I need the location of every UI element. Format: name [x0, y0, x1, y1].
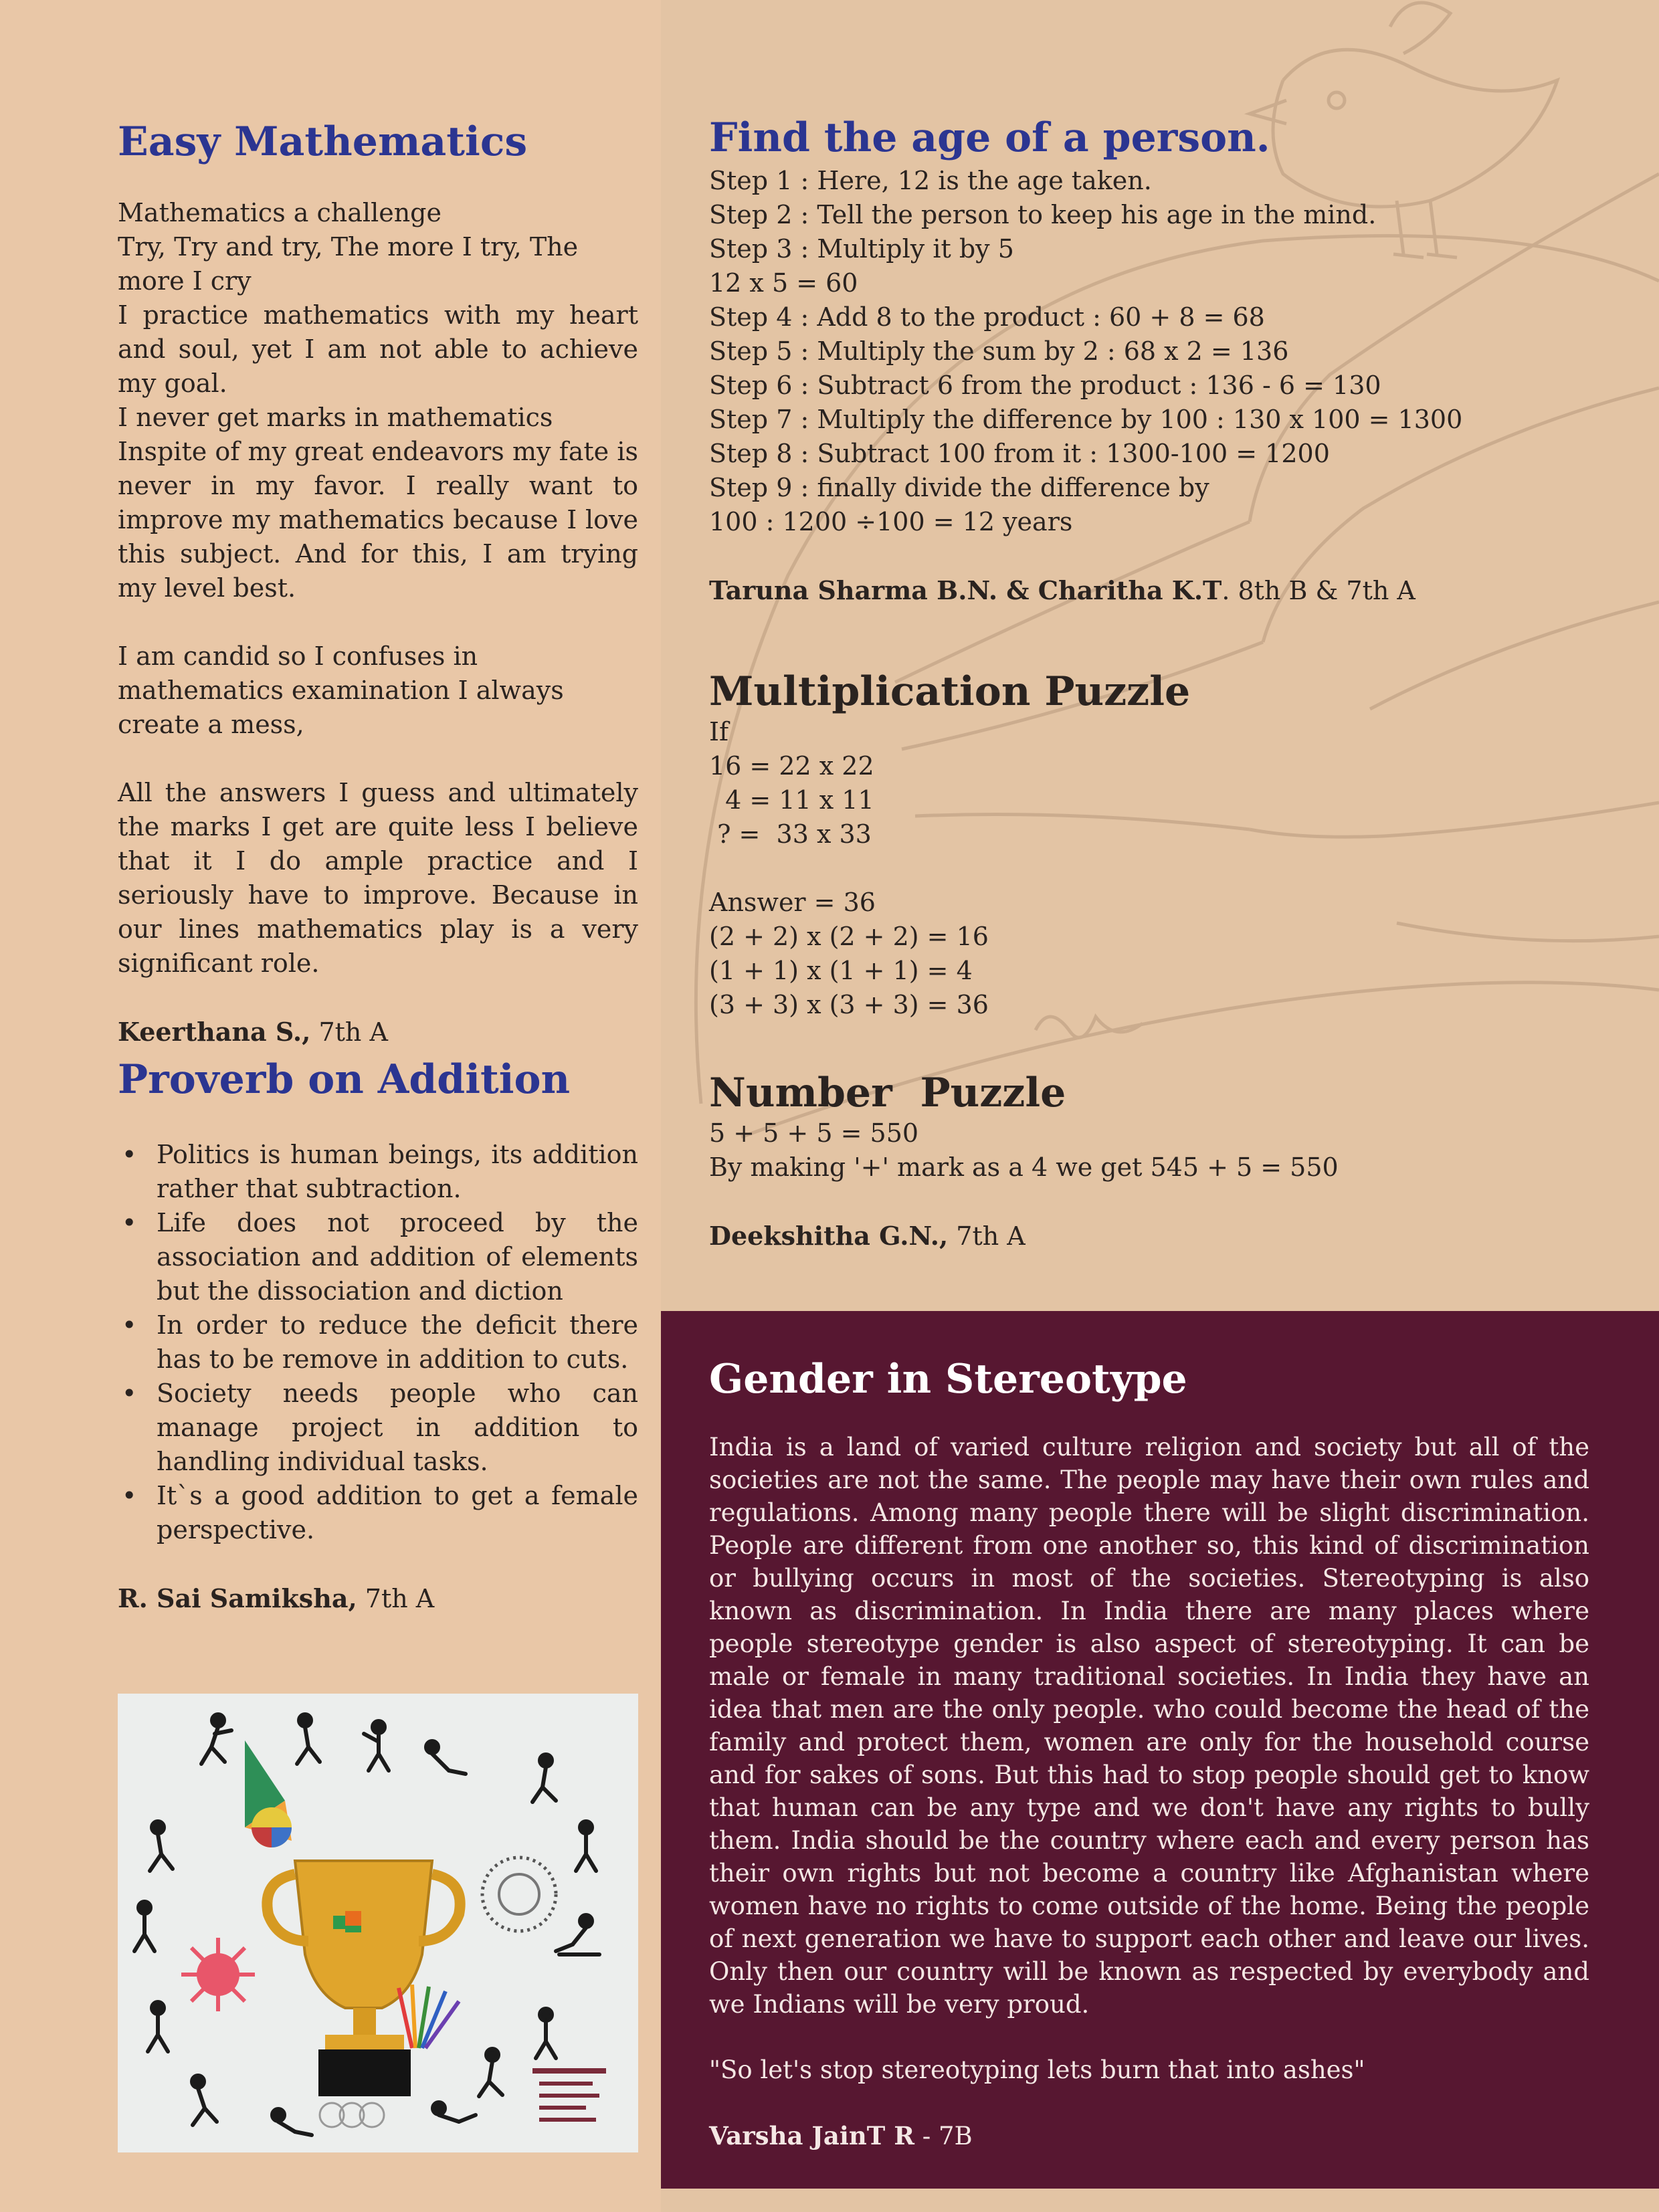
puzzle-line: If	[709, 717, 729, 746]
find-age-section	[709, 115, 1632, 608]
puzzle-line: ? = 33 x 33	[709, 819, 872, 849]
puzzle-line: 16 = 22 x 22	[709, 751, 874, 781]
step-line: Step 1 : Here, 12 is the age taken.	[709, 166, 1152, 195]
step-line: Step 6 : Subtract 6 from the product : 136 - 6 = 130	[709, 371, 1381, 400]
gender-stereotype-body: India is a land of varied culture religion and society but all of the societies are not the same. The people may have their own rules and regulations. Among many people there will be slight discrimination. People are different from one another so, this kind of discrimination or bullying occurs in most of the societies. Stereotyping is also known as discrimination. In India there are many places where people stereotype gender is also aspect of stereotyping. It can be male or female in many traditional societies. In India they have an idea that men are the only people. who could become the head of the family and protect them, women are only for the household course and for sakes of sons. But this had to stop people should get to know that human can be any type and we don't have any rights to bully them. India should be the country where each and every person has their own rights but not become a country like Afghanistan where women have no rights to come outside of the home. Being the people of next generation we have to support each other and leave our lives. Only then our country will be known as respected by everybody and we Indians will be very proud.	[709, 1433, 1589, 2019]
step-line: Step 7 : Multiply the difference by 100 : 130 x 100 = 1300	[709, 405, 1463, 434]
author-credit: Varsha JainT R - 7B	[709, 2121, 973, 2150]
answer-line: (3 + 3) x (3 + 3) = 36	[709, 990, 989, 1019]
step-line: Step 8 : Subtract 100 from it : 1300-100 = 1200	[709, 439, 1330, 468]
find-age-title: Find the age of a person.	[709, 114, 1270, 161]
puzzle-line: 4 = 11 x 11	[709, 785, 874, 815]
step-line: Step 4 : Add 8 to the product : 60 + 8 = 68	[709, 302, 1265, 332]
gender-stereotype-box	[661, 1311, 1659, 2189]
easy-mathematics-title: Easy Mathematics	[118, 118, 528, 165]
author-credit: Deekshitha G.N., 7th A	[709, 1221, 1026, 1251]
step-line: Step 2 : Tell the person to keep his age in the mind.	[709, 200, 1377, 229]
list-item: • Politics is human beings, its addition rather that subtraction.	[118, 1138, 638, 1206]
author-credit: R. Sai Samiksha, 7th A	[118, 1583, 435, 1613]
multiplication-puzzle-section	[709, 669, 1632, 1022]
proverb-list	[118, 1138, 638, 1547]
multiplication-puzzle-title: Multiplication Puzzle	[709, 668, 1191, 715]
poem-line: Try, Try and try, The more I try, The more I cry	[118, 232, 579, 296]
student-drawing-image	[118, 1694, 638, 2152]
step-line: Step 5 : Multiply the sum by 2 : 68 x 2 = 136	[709, 336, 1289, 366]
number-puzzle-section	[709, 1070, 1632, 1253]
poem-line: Mathematics a challenge	[118, 198, 442, 227]
poem-paragraph: All the answers I guess and ultimately the marks I get are quite less I believe that it I do ample practice and I seriously have to improve. Because in our lines mathematics play is a very significant role.	[118, 778, 638, 978]
answer-line: (2 + 2) x (2 + 2) = 16	[709, 922, 989, 951]
list-item: • It`s a good addition to get a female perspective.	[118, 1479, 638, 1547]
poem-line: I practice mathematics with my heart and soul, yet I am not able to achieve my goal.	[118, 300, 638, 398]
left-column	[0, 0, 661, 2212]
poem-line: Inspite of my great endeavors my fate is never in my favor. I really want to improve my mathematics because I love this subject. And for this, I am trying my level best.	[118, 437, 638, 603]
step-line: Step 3 : Multiply it by 5	[709, 234, 1014, 264]
author-credit: Keerthana S., 7th A	[118, 1017, 388, 1047]
proverb-title: Proverb on Addition	[118, 1056, 571, 1103]
easy-mathematics-section	[118, 119, 638, 1049]
gender-stereotype-title: Gender in Stereotype	[709, 1356, 1187, 1403]
list-item: • Society needs people who can manage project in addition to handling individual tasks.	[118, 1377, 638, 1479]
gender-stereotype-quote: "So let's stop stereotyping lets burn that into ashes"	[709, 2055, 1365, 2084]
step-line: Step 9 : finally divide the difference by	[709, 473, 1209, 502]
puzzle-line: By making '+' mark as a 4 we get 545 + 5 = 550	[709, 1152, 1339, 1182]
answer-line: (1 + 1) x (1 + 1) = 4	[709, 956, 973, 985]
step-line: 100 : 1200 ÷100 = 12 years	[709, 507, 1073, 536]
list-item: • In order to reduce the deficit there has to be remove in addition to cuts.	[118, 1308, 638, 1377]
trophy-drawing-illustration	[118, 1694, 638, 2152]
answer-line: Answer = 36	[709, 888, 876, 917]
proverb-section	[118, 1057, 638, 1616]
poem-line: I never get marks in mathematics	[118, 403, 553, 432]
author-credit: Taruna Sharma B.N. & Charitha K.T. 8th B & 7th A	[709, 575, 1416, 605]
number-puzzle-title: Number Puzzle	[709, 1070, 1066, 1116]
puzzle-line: 5 + 5 + 5 = 550	[709, 1118, 919, 1148]
gender-stereotype-section	[709, 1356, 1589, 2153]
step-line: 12 x 5 = 60	[709, 268, 858, 298]
poem-paragraph: I am candid so I confuses in mathematics examination I always create a mess,	[118, 641, 564, 739]
list-item: • Life does not proceed by the association and addition of elements but the dissociation and diction	[118, 1206, 638, 1308]
